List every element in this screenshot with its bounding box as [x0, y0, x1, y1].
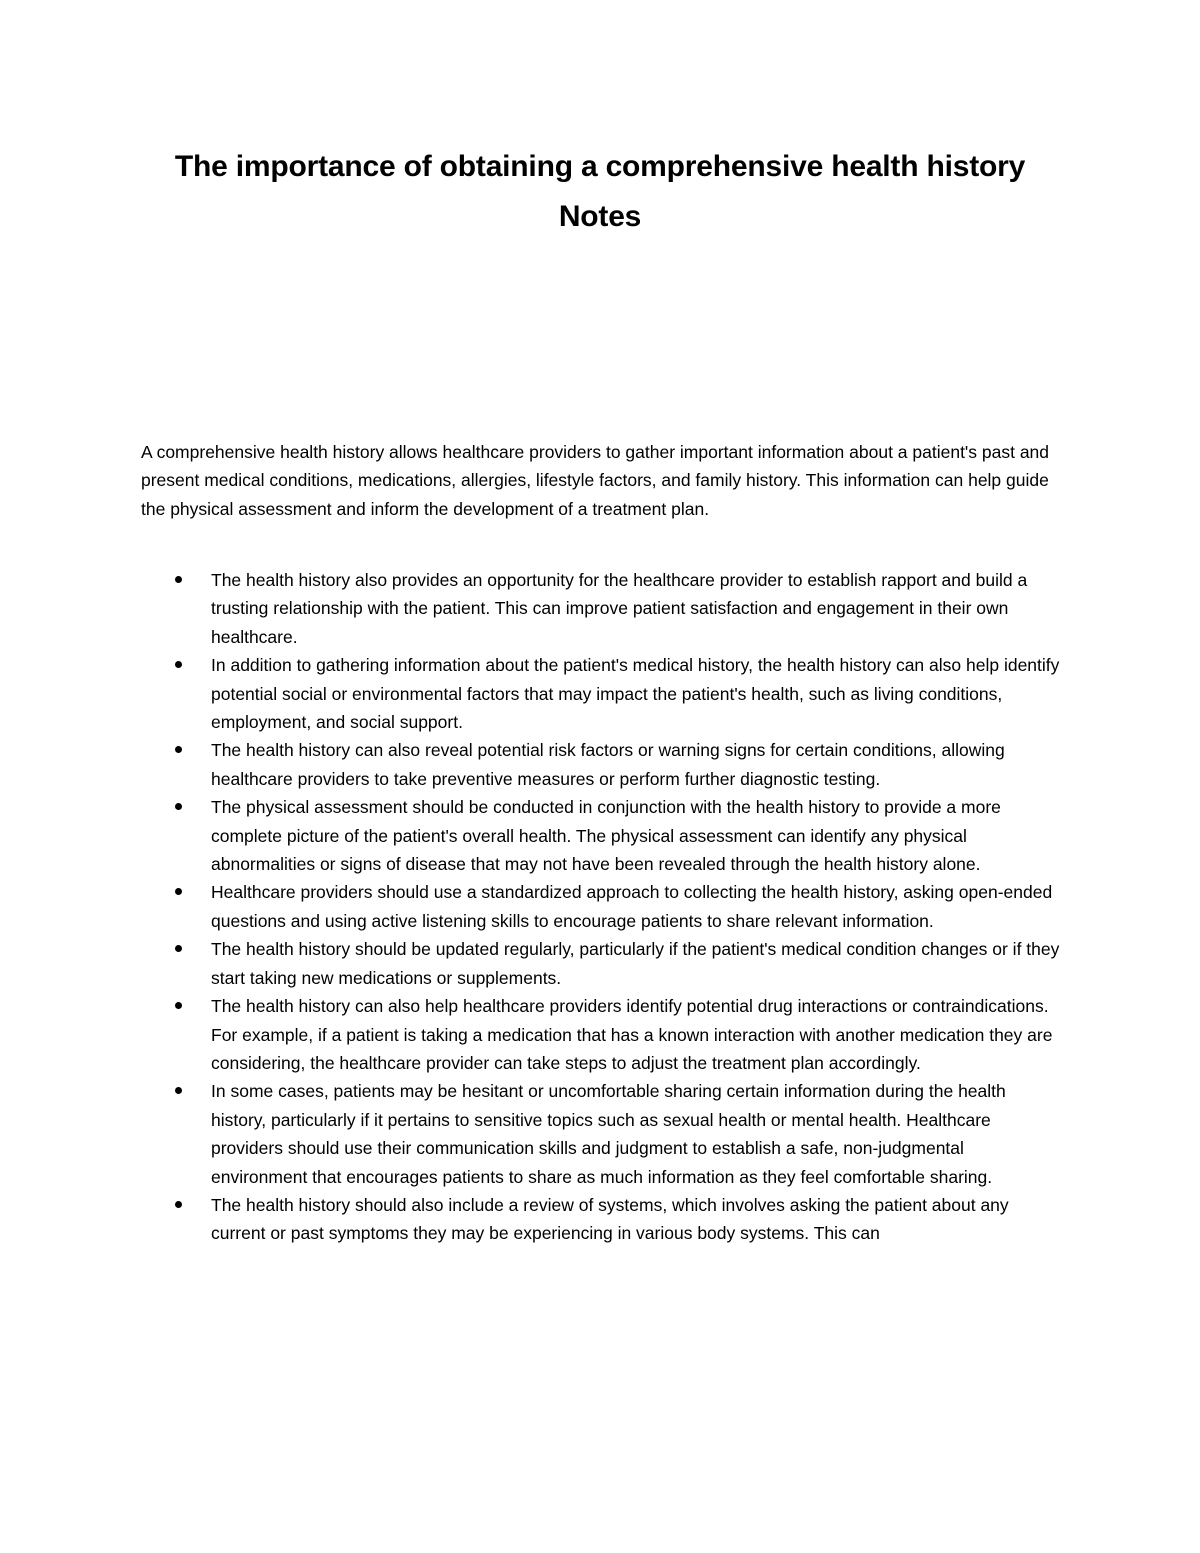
list-item-text: Healthcare providers should use a standardized approach to collecting the health history, asking open-ended questions and using active listening skills to encourage patients to share relevant information. — [211, 882, 1053, 931]
list-item — [141, 935, 1061, 992]
list-item-text: The health history also provides an opportunity for the healthcare provider to establish rapport and build a trusting relationship with the patient. This can improve patient satisfaction and engagement in their own healthcare. — [211, 570, 1028, 647]
list-item-text: The health history can also help healthcare providers identify potential drug interactions or contraindications. For example, if a patient is taking a medication that has a known interaction with another medication they are considering, the healthcare provider can take steps to adjust the treatment plan accordingly. — [211, 996, 1053, 1073]
list-item — [141, 793, 1061, 878]
list-item — [141, 736, 1061, 793]
intro-paragraph: A comprehensive health history allows healthcare providers to gather important information about a patient's past and present medical conditions, medications, allergies, lifestyle factors, and family history. This information can help guide the physical assessment and inform the development of a treatment plan. — [141, 442, 1050, 519]
list-item — [141, 992, 1061, 1077]
bullet-list — [141, 566, 1061, 1248]
list-item-text: In addition to gathering information about the patient's medical history, the health history can also help identify potential social or environmental factors that may impact the patient's health, such as living conditions, employment, and social support. — [211, 655, 1060, 733]
list-item-text: The health history should also include a review of systems, which involves asking the patient about any current or past symptoms they may be experiencing in various body systems. This can — [211, 1194, 1009, 1244]
list-item-text: The health history can also reveal potential risk factors or warning signs for certain conditions, allowing healthcare providers to take preventive measures or perform further diagnostic testing. — [211, 740, 1005, 789]
list-item-text: The physical assessment should be conducted in conjunction with the health history to provide a more complete picture of the patient's overall health. The physical assessment can identify any physical abnormalities or signs of disease that may not have been revealed through the health history alone. — [211, 797, 1001, 875]
list-item — [141, 1077, 1061, 1191]
bullet-icon — [175, 1002, 182, 1009]
list-item-text: In some cases, patients may be hesitant or uncomfortable sharing certain information during the health history, particularly if it pertains to sensitive topics such as sexual health or mental health. Healthcare providers should use their communication skills and judgment to establish a safe, non-judgmental environment that encourages patients to share as much information as they feel comfortable sharing. — [211, 1081, 1006, 1187]
bullet-icon — [175, 888, 182, 895]
bullet-icon — [175, 1087, 182, 1094]
list-item-text: The health history should be updated regularly, particularly if the patient's medical condition changes or if they start taking new medications or supplements. — [211, 939, 1060, 988]
list-item — [141, 1191, 1061, 1248]
bullet-icon — [175, 945, 182, 952]
bullet-icon — [175, 1201, 182, 1208]
bullet-icon — [175, 661, 182, 668]
list-item — [141, 566, 1061, 651]
list-item — [141, 878, 1061, 935]
title-line-1: The importance of obtaining a comprehensive health history — [174, 150, 1026, 183]
document-title — [0, 142, 1200, 242]
bullet-icon — [175, 803, 182, 810]
list-item — [141, 651, 1061, 736]
bullet-icon — [175, 576, 182, 583]
bullet-icon — [175, 746, 182, 753]
title-line-2: Notes — [558, 200, 642, 233]
